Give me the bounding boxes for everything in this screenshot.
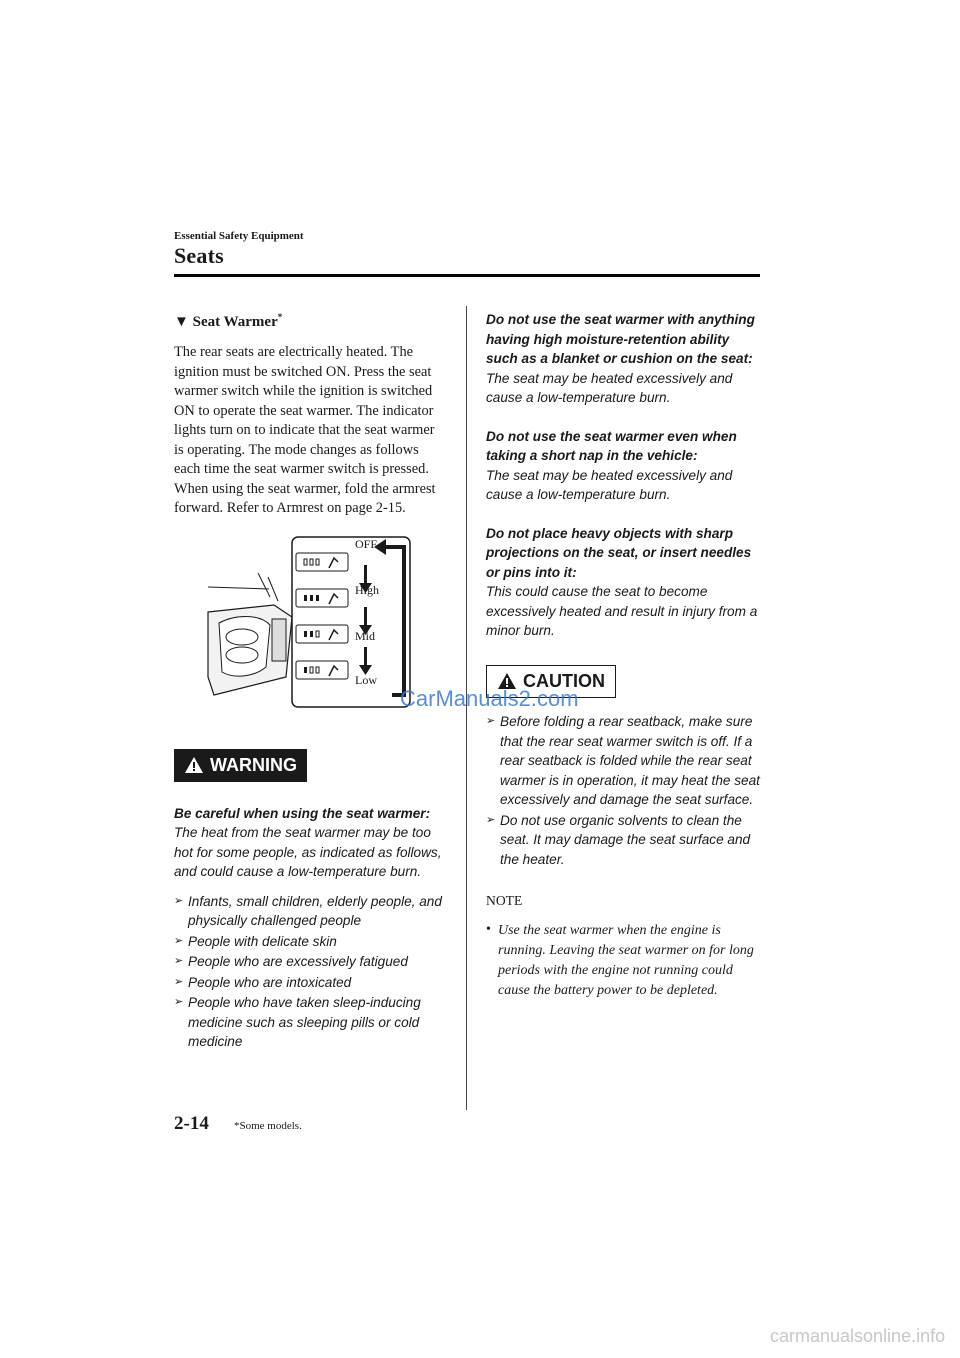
header-rule [174, 274, 760, 277]
warning-item-heading: Do not place heavy objects with sharp projections on the seat, or insert needles or pins into it: [486, 525, 752, 580]
list-item: ➢ Before folding a rear seatback, make sure that the rear seat warmer switch is off. If a rear seatback is folded while the rear seat warmer is in operation, it may heat the seat excessively and damage the seat surface. [486, 714, 760, 807]
warning-item-text: The seat may be heated excessively and cause a low-temperature burn. [486, 467, 733, 502]
warning-label-box [174, 749, 307, 782]
seat-warmer-heading [174, 312, 446, 331]
warning-item-2 [486, 427, 762, 505]
list-item: ➢ People who are excessively fatigued [174, 954, 408, 969]
watermark-bottom: carmanualsonline.info [770, 1326, 946, 1346]
mode-label-mid: Mid [355, 628, 376, 643]
warning-heading: Be careful when using the seat warmer: [174, 805, 431, 821]
watermark-center: CarManuals2.com [400, 686, 579, 711]
list-item: ➢ Do not use organic solvents to clean the seat. It may damage the seat surface and the heater. [486, 812, 751, 867]
note-label: NOTE [486, 893, 523, 908]
triangle-marker-icon: ▼ [174, 314, 189, 330]
page-number: 2-14 [174, 1113, 209, 1134]
warning-text: The heat from the seat warmer may be too hot for some people, as indicated as follows, and could cause a low-temperature burn. [174, 825, 442, 879]
warning-triangle-icon [184, 756, 204, 774]
warning-item-heading: Do not use the seat warmer even when taking a short nap in the vehicle: [486, 428, 737, 463]
bullet-dot: • [486, 921, 491, 937]
mode-label-high: High [355, 582, 379, 597]
mode-label-low: Low [355, 672, 377, 687]
mode-label-off: OFF [355, 536, 378, 551]
asterisk-marker: * [277, 312, 283, 322]
note-block [486, 891, 762, 1001]
note-item [486, 921, 762, 1001]
caution-label: CAUTION [523, 670, 605, 691]
warning-item-1 [486, 310, 762, 408]
list-item: ➢ People who are intoxicated [174, 974, 352, 990]
list-item: ➢ People who have taken sleep-inducing medicine such as sleeping pills or cold medicine [174, 995, 421, 1049]
seat-warmer-heading-text: Seat Warmer [192, 314, 278, 330]
caution-bullet-list [486, 712, 762, 869]
page-title: Seats [174, 243, 224, 268]
warning-block [174, 749, 446, 1052]
list-item: ➢ Infants, small children, elderly people, and physically challenged people [174, 893, 442, 928]
section-label: Essential Safety Equipment [174, 230, 304, 242]
warning-item-text: The seat may be heated excessively and cause a low-temperature burn. [486, 370, 733, 405]
list-item: ➢ People with delicate skin [174, 933, 337, 949]
warning-item-heading: Do not use the seat warmer with anything having high moisture-retention ability such as a blanket or cushion on the seat: [486, 312, 755, 366]
right-column [486, 310, 762, 1001]
warning-item-text: This could cause the seat to become excessively heated and result in injury from a minor burn. [486, 584, 758, 638]
warning-item-3 [486, 524, 762, 641]
seat-warmer-paragraph: The rear seats are electrically heated. The ignition must be switched ON. Press the seat warmer switch while the ignition is switched ON to operate the seat warmer. The indicator lights turn on to indicate that the seat warmer is operating. The mode changes as follows each time the seat warmer switch is pressed. When using the seat warmer, fold the armrest forward. Refer to Armrest on page 2-15. [174, 344, 436, 516]
note-text: Use the seat warmer when the engine is running. Leaving the seat warmer on for long periods with the engine not running could cause the battery power to be depleted. [498, 922, 754, 998]
left-column [174, 306, 446, 1053]
footnote: *Some models. [234, 1120, 302, 1132]
warning-label: WARNING [210, 754, 297, 775]
warning-bullet-list [174, 892, 446, 1052]
